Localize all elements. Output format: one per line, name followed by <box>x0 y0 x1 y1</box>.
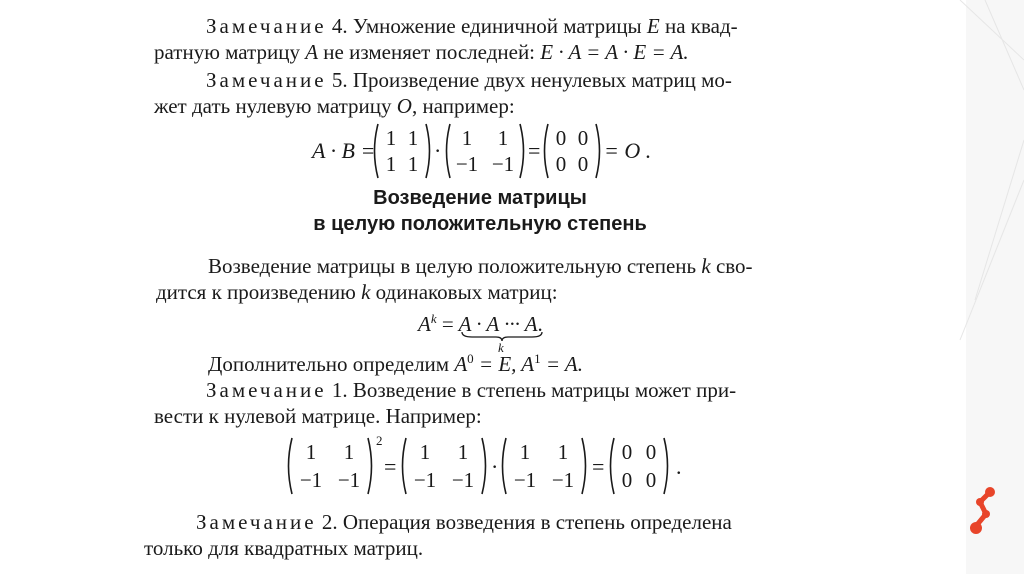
power-formula-product: A · A ··· A <box>458 312 538 336</box>
remark4-E: E <box>646 14 660 38</box>
example2-dot: · <box>491 454 499 479</box>
power-k: k <box>701 254 711 278</box>
power-formula-exp: k <box>430 311 437 326</box>
matrix-cell: 0 <box>621 440 633 464</box>
example2-equals-1: = <box>384 454 397 479</box>
power-k2: k <box>361 280 371 304</box>
example1-matrix-1 <box>370 122 434 180</box>
matrix-cell: 1 <box>557 440 569 464</box>
matrix-cell: 1 <box>385 126 397 150</box>
example1-rhs: = O . <box>604 138 652 163</box>
power-extra-A0: A <box>454 352 468 376</box>
power-line1-text: Возведение матрицы в целую положительную степень <box>208 254 702 278</box>
power-line2 <box>156 282 558 303</box>
remark4-label: Замечание <box>206 14 327 38</box>
remark4-formula: E · A = A · E = A. <box>540 40 689 64</box>
matrix-cell: 1 <box>407 126 419 150</box>
power-extra <box>208 352 583 375</box>
matrix-cell: −1 <box>299 468 323 492</box>
remark2-line1 <box>196 512 732 533</box>
matrix-cell: −1 <box>455 152 479 176</box>
matrix-cell: 1 <box>385 152 397 176</box>
matrix-cell: 1 <box>519 440 531 464</box>
remark4-line2 <box>154 42 689 63</box>
example1-dot: · <box>434 138 442 163</box>
matrix-cell: −1 <box>491 152 515 176</box>
remark2-line1-text: 2. Операция возведения в степень определена <box>316 510 732 534</box>
matrix-cell: −1 <box>451 468 475 492</box>
power-extra-exp0: 0 <box>467 351 474 366</box>
section-heading-line2: в целую положительную степень <box>313 213 647 235</box>
power-line1 <box>208 256 753 277</box>
example1-equals: = <box>528 138 541 163</box>
remark1-label: Замечание <box>206 378 327 402</box>
matrix-cell: 0 <box>577 152 589 176</box>
underbrace-label: k <box>498 340 504 355</box>
remark4-line1 <box>206 16 738 37</box>
example2-matrix-result <box>606 436 672 496</box>
remark1-line1-text: 1. Возведение в степень матрицы может при- <box>326 378 737 402</box>
matrix-cell: 0 <box>555 126 567 150</box>
matrix-cell: 1 <box>305 440 317 464</box>
example2-equals-2: = <box>592 454 605 479</box>
matrix-cell: 1 <box>457 440 469 464</box>
example1-matrix-result <box>540 122 604 180</box>
remark4-A: A <box>305 40 319 64</box>
power-formula-base: A <box>418 312 431 336</box>
matrix-cell: 1 <box>497 126 509 150</box>
section-heading-line1: Возведение матрицы <box>373 187 587 209</box>
example2-matrix-1 <box>284 436 376 496</box>
example1-lhs: A · B = <box>312 138 376 163</box>
matrix-cell: 0 <box>621 468 633 492</box>
power-extra-mid: = E, A <box>473 352 535 376</box>
remark5-line2 <box>154 96 515 117</box>
remark4-line2-text: не изменяет последней: <box>318 40 541 64</box>
remark1-line1 <box>206 380 736 401</box>
matrix-cell: 0 <box>577 126 589 150</box>
matrix-cell: 1 <box>343 440 355 464</box>
matrix-cell: −1 <box>337 468 361 492</box>
remark5-line2-start: жет дать нулевую матрицу <box>154 94 397 118</box>
matrix-cell: −1 <box>413 468 437 492</box>
example1-matrix-2 <box>442 122 528 180</box>
power-line2-start: дится к произведению <box>156 280 362 304</box>
remark2-line2: только для квадратных матриц. <box>144 536 424 560</box>
matrix-cell: −1 <box>551 468 575 492</box>
matrix-cell: 0 <box>645 440 657 464</box>
example2-end: . <box>676 454 682 479</box>
matrix-cell: 1 <box>419 440 431 464</box>
remark4-line1-end: на квад- <box>659 14 738 38</box>
molecule-logo-icon <box>962 484 1006 540</box>
remark5-line1 <box>206 70 732 91</box>
example2-exponent: 2 <box>376 433 383 448</box>
remark5-label: Замечание <box>206 68 327 92</box>
matrix-cell: 1 <box>407 152 419 176</box>
power-line2-end: одинаковых матриц: <box>370 280 558 304</box>
example2-matrix-2 <box>398 436 490 496</box>
remark4-line1-text: 4. Умножение единичной матрицы <box>326 14 642 38</box>
remark2-label: Замечание <box>196 510 317 534</box>
matrix-cell: −1 <box>513 468 537 492</box>
matrix-cell: 0 <box>645 468 657 492</box>
example2-matrix-3 <box>498 436 590 496</box>
power-extra-end: = A. <box>540 352 583 376</box>
power-extra-exp1: 1 <box>534 351 541 366</box>
matrix-cell: 1 <box>461 126 473 150</box>
power-extra-text: Дополнительно определим <box>208 352 455 376</box>
remark4-line2-start: ратную матрицу <box>154 40 306 64</box>
remark1-line2: вести к нулевой матрице. Например: <box>154 404 482 428</box>
remark5-line2-end: , например: <box>411 94 515 118</box>
power-formula-eq: = <box>441 312 454 336</box>
remark5-line1-text: 5. Произведение двух ненулевых матриц мо- <box>326 68 732 92</box>
power-line1-end: сво- <box>710 254 753 278</box>
remark5-O: O <box>396 94 412 118</box>
power-formula-end: . <box>537 312 543 336</box>
matrix-cell: 0 <box>555 152 567 176</box>
